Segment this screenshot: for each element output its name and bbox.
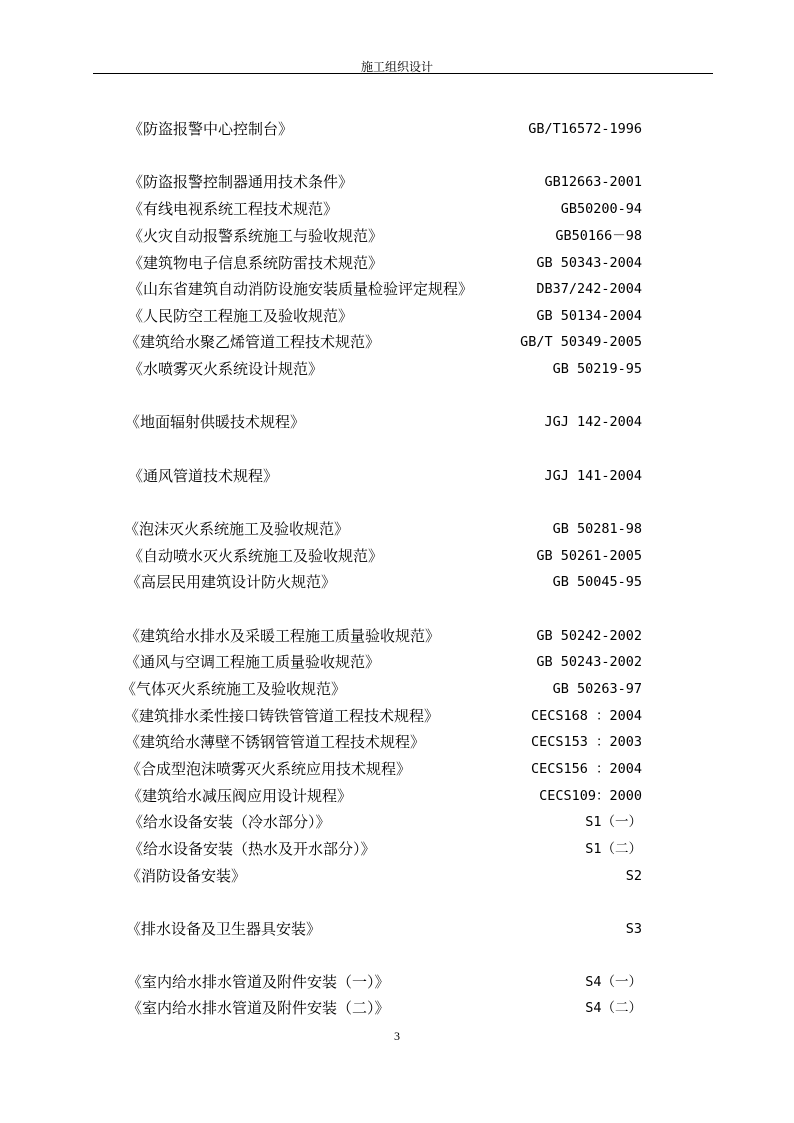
standard-code: GB/T16572-1996 <box>528 121 642 137</box>
standard-title: 《火灾自动报警系统施工与验收规范》 <box>128 227 384 245</box>
standard-title: 《消防设备安装》 <box>126 867 247 885</box>
standard-title: 《人民防空工程施工及验收规范》 <box>128 307 354 325</box>
standard-code: JGJ 141-2004 <box>544 468 642 484</box>
standard-code: GB 50134-2004 <box>536 308 642 324</box>
standard-row <box>0 571 794 593</box>
standard-row <box>0 225 794 247</box>
standard-title: 《有线电视系统工程技术规范》 <box>128 200 339 218</box>
standard-row <box>0 811 794 833</box>
standard-code: S3 <box>625 921 642 937</box>
standard-title: 《防盗报警控制器通用技术条件》 <box>128 173 354 191</box>
standard-title: 《防盗报警中心控制台》 <box>128 120 294 138</box>
standard-code: S2 <box>625 868 642 884</box>
standard-title: 《建筑给水聚乙烯管道工程技术规范》 <box>125 333 381 351</box>
standard-title: 《建筑排水柔性接口铸铁管管道工程技术规程》 <box>124 707 440 725</box>
standard-row <box>0 171 794 193</box>
standard-code: GB 50281-98 <box>552 521 642 537</box>
standard-title: 《建筑给水薄壁不锈钢管管道工程技术规程》 <box>125 733 426 751</box>
standard-row <box>0 518 794 540</box>
standard-row <box>0 705 794 727</box>
standard-title: 《建筑给水减压阀应用设计规程》 <box>127 787 353 805</box>
standard-code: GB 50243-2002 <box>536 654 642 670</box>
standard-title: 《水喷雾灭火系统设计规范》 <box>128 360 324 378</box>
standard-row <box>0 838 794 860</box>
standard-title: 《高层民用建筑设计防火规范》 <box>126 573 337 591</box>
standard-title: 《泡沫灭火系统施工及验收规范》 <box>124 520 350 538</box>
standard-row <box>0 465 794 487</box>
standard-row <box>0 358 794 380</box>
standard-title: 《给水设备安装（热水及开水部分）》 <box>128 840 376 858</box>
page-header-title: 施工组织设计 <box>360 60 433 74</box>
standard-code: GB 50242-2002 <box>536 628 642 644</box>
standard-title: 《建筑物电子信息系统防雷技术规范》 <box>128 254 384 272</box>
standard-row <box>0 305 794 327</box>
standard-code: GB50200-94 <box>560 201 642 217</box>
standard-row <box>0 785 794 807</box>
standard-row <box>0 118 794 140</box>
standard-row <box>0 731 794 753</box>
standard-title: 《室内给水排水管道及附件安装（一）》 <box>127 973 390 991</box>
standard-code: GB 50263-97 <box>552 681 642 697</box>
standard-code: DB37/242-2004 <box>536 281 642 297</box>
standard-title: 《通风与空调工程施工质量验收规范》 <box>125 653 381 671</box>
standard-code: CECS153 ：2003 <box>530 734 642 750</box>
standard-title: 《建筑给水排水及采暖工程施工质量验收规范》 <box>125 627 441 645</box>
standard-code: S4（一） <box>585 974 642 990</box>
standard-code: GB 50045-95 <box>552 574 642 590</box>
standard-code: S4（二） <box>585 1000 642 1016</box>
standard-code: S1（一） <box>585 814 642 830</box>
standard-code: CECS109：2000 <box>539 788 642 804</box>
standard-title: 《排水设备及卫生器具安装》 <box>126 920 322 938</box>
standard-row <box>0 971 794 993</box>
standard-code: GB12663-2001 <box>544 174 642 190</box>
standard-code: GB50166－98 <box>555 228 642 244</box>
header-divider <box>93 73 713 74</box>
standard-title: 《气体灭火系统施工及验收规范》 <box>121 680 347 698</box>
standard-row <box>0 997 794 1019</box>
standard-row <box>0 625 794 647</box>
standard-row <box>0 918 794 940</box>
standard-title: 《通风管道技术规程》 <box>128 467 279 485</box>
standard-code: GB 50343-2004 <box>536 255 642 271</box>
standard-code: JGJ 142-2004 <box>544 414 642 430</box>
standard-row <box>0 198 794 220</box>
standard-row <box>0 758 794 780</box>
standard-row <box>0 331 794 353</box>
standard-title: 《山东省建筑自动消防设施安装质量检验评定规程》 <box>128 280 474 298</box>
standard-title: 《室内给水排水管道及附件安装（二）》 <box>127 999 390 1017</box>
standard-title: 《地面辐射供暖技术规程》 <box>125 413 306 431</box>
standard-title: 《自动喷水灭火系统施工及验收规范》 <box>128 547 384 565</box>
standard-code: GB 50219-95 <box>552 361 642 377</box>
standard-title: 《合成型泡沫喷雾灭火系统应用技术规程》 <box>126 760 412 778</box>
standard-row <box>0 278 794 300</box>
standard-row <box>0 678 794 700</box>
standard-code: S1（二） <box>585 841 642 857</box>
standard-title: 《给水设备安装（冷水部分）》 <box>128 813 331 831</box>
standard-row <box>0 545 794 567</box>
standard-code: CECS156 ：2004 <box>530 761 642 777</box>
standard-code: CECS168 ：2004 <box>530 708 642 724</box>
standard-row <box>0 411 794 433</box>
standard-row <box>0 651 794 673</box>
standard-code: GB 50261-2005 <box>536 548 642 564</box>
standard-row <box>0 252 794 274</box>
page-number: 3 <box>394 1029 400 1043</box>
standard-code: GB/T 50349-2005 <box>520 334 642 350</box>
standard-row <box>0 865 794 887</box>
